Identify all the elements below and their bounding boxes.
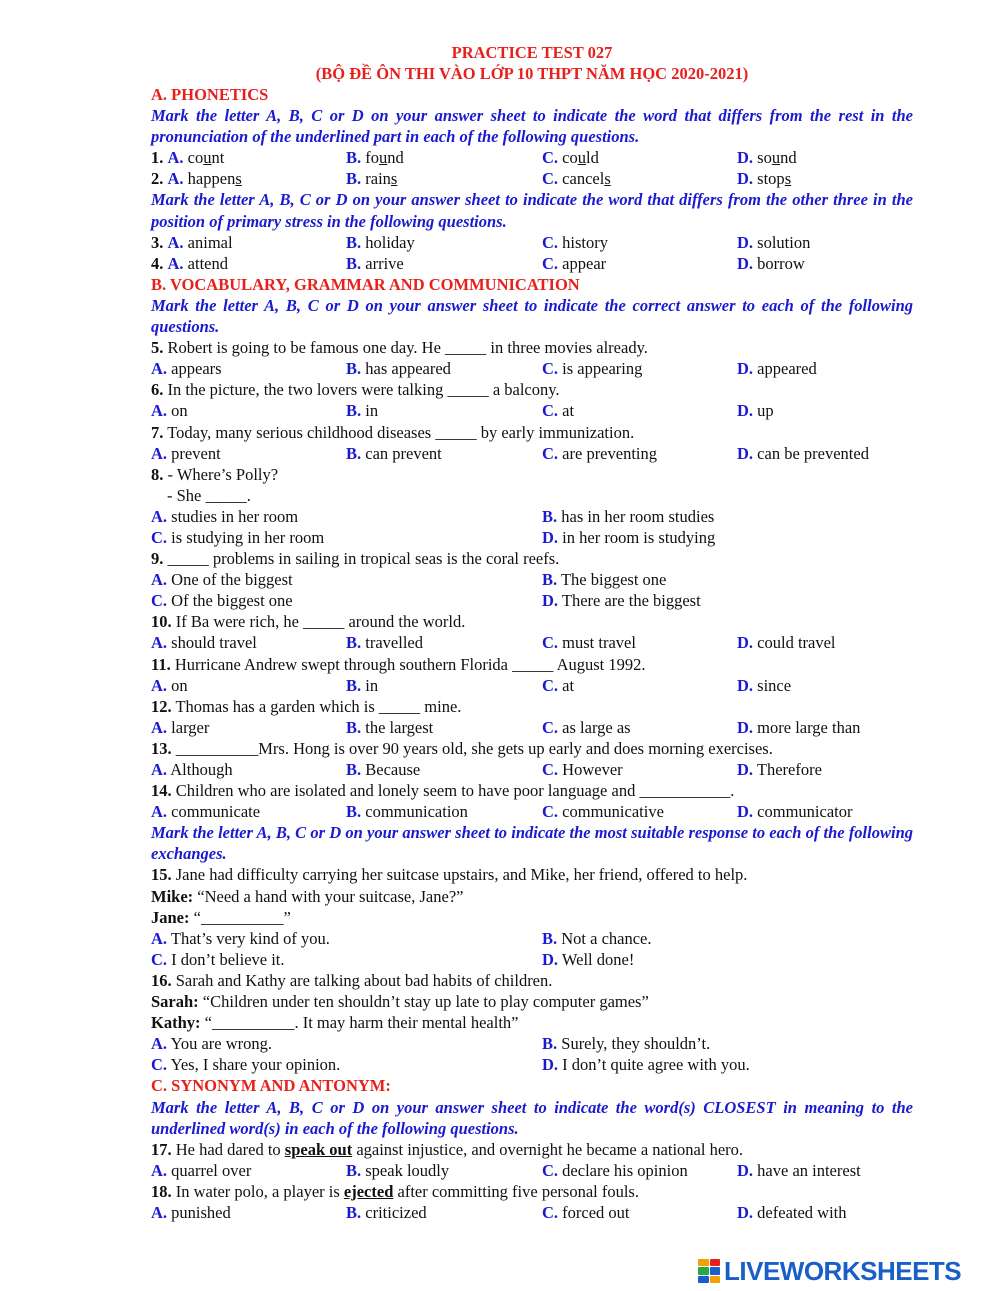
question-13-options [151,759,913,780]
question-8: 8. - Where’s Polly? [151,464,279,484]
option-d[interactable]: D. Therefore [737,760,822,779]
option-d[interactable]: D. up [737,401,774,421]
question-15-line-jane: Jane: “__________” [151,907,291,927]
option-d[interactable]: D. have an interest [737,1160,861,1180]
option-c[interactable]: C. appear [542,253,607,273]
option-b[interactable]: B. in [346,401,379,421]
option-c[interactable]: C. must travel [542,633,636,653]
option-a[interactable]: A. larger [151,717,210,737]
question-2-options [151,168,913,189]
option-b[interactable]: B. communication [346,802,468,822]
option-c[interactable]: C. is studying in her room [151,527,325,547]
section-c-title: C. SYNONYM AND ANTONYM: [151,1076,391,1096]
question-15-options-row2 [151,949,913,970]
option-b[interactable]: B. in [346,675,379,695]
section-c-instruction-1: Mark the letter A, B, C or D on your answer sheet to indicate the word(s) CLOSEST in meaning to the underlined word(s) in each of the following questions. [151,1097,913,1138]
option-d[interactable]: D. borrow [737,253,805,273]
question-18-options [151,1202,913,1223]
option-d[interactable]: D. solution [737,232,811,252]
option-a[interactable]: A. on [151,401,188,421]
option-d[interactable]: D. sound [737,148,797,168]
test-subtitle: (BỘ ĐỀ ÔN THI VÀO LỚP 10 THPT NĂM HỌC 2020-2021) [315,64,749,83]
option-c[interactable]: C. However [542,760,623,779]
option-a[interactable]: A. One of the biggest [151,570,293,590]
option-d[interactable]: D. in her room is studying [542,527,716,547]
question-3-options [151,232,913,253]
option-b[interactable]: B. travelled [346,633,423,653]
test-title: PRACTICE TEST 027 [451,43,613,62]
option-a[interactable]: A. punished [151,1202,231,1222]
option-b[interactable]: B. holiday [346,232,415,252]
option-b[interactable]: B. found [346,148,404,168]
question-16-line-sarah: Sarah: “Children under ten shouldn’t stay up late to play computer games” [151,992,649,1012]
question-12-options [151,717,913,738]
question-17-options [151,1160,913,1181]
option-b[interactable]: B. has appeared [346,359,451,379]
question-15: 15. Jane had difficulty carrying her suitcase upstairs, and Mike, her friend, offered to help. [151,865,748,885]
option-a[interactable]: 1. A. count [151,148,225,168]
option-d[interactable]: D. communicator [737,802,853,822]
question-11-options [151,675,913,696]
option-a[interactable]: A. You are wrong. [151,1034,273,1054]
question-15-options-row1 [151,928,913,949]
question-1-options [151,147,913,168]
option-b[interactable]: B. has in her room studies [542,506,715,526]
option-d[interactable]: D. since [737,675,792,695]
option-c[interactable]: C. as large as [542,717,631,737]
section-a-instruction-2: Mark the letter A, B, C or D on your answer sheet to indicate the word that differs from the other three in the position of primary stress in the following questions. [151,190,913,231]
option-a[interactable]: A. studies in her room [151,506,299,526]
option-a[interactable]: A. prevent [151,443,221,463]
option-c[interactable]: C. forced out [542,1202,630,1222]
liveworksheets-logo-icon [698,1259,720,1283]
option-a[interactable]: A. Although [151,760,233,779]
option-a[interactable]: A. should travel [151,633,257,653]
option-c[interactable]: C. cancels [542,169,611,189]
section-a-instruction-1: Mark the letter A, B, C or D on your answer sheet to indicate the word that differs from the rest in the pronunciation of the underlined part in each of the following questions. [151,106,913,147]
liveworksheets-logo[interactable] [698,1256,996,1286]
question-9-options-row1 [151,569,913,590]
option-a[interactable]: 4. A. attend [151,253,228,273]
question-16: 16. Sarah and Kathy are talking about bad habits of children. [151,970,553,990]
question-7: 7. Today, many serious childhood diseases _____ by early immunization. [151,422,635,442]
option-d[interactable]: D. can be prevented [737,443,869,463]
option-c[interactable]: C. are preventing [542,443,657,463]
option-c[interactable]: C. Of the biggest one [151,591,293,611]
question-5: 5. Robert is going to be famous one day. He _____ in three movies already. [151,338,648,358]
option-a[interactable]: A. appears [151,359,222,379]
option-c[interactable]: C. Yes, I share your opinion. [151,1055,341,1075]
option-b[interactable]: B. The biggest one [542,570,667,590]
question-16-line-kathy: Kathy: “__________. It may harm their mental health” [151,1013,519,1033]
option-a[interactable]: A. communicate [151,802,261,822]
question-9-options-row2 [151,590,913,611]
option-d[interactable]: D. There are the biggest [542,591,701,611]
question-18: 18. In water polo, a player is ejected after committing five personal fouls. [151,1181,639,1201]
option-d[interactable]: D. stops [737,169,792,189]
question-10-options [151,632,913,653]
question-6-options [151,400,913,421]
option-b[interactable]: B. rains [346,169,398,189]
question-8-reply: - She _____. [167,485,251,505]
question-7-options [151,443,913,464]
question-8-options-row1 [151,506,913,527]
option-d[interactable]: D. defeated with [737,1202,847,1222]
option-d[interactable]: D. more large than [737,717,861,737]
section-b-instruction-2: Mark the letter A, B, C or D on your answer sheet to indicate the most suitable response to each of the following exchanges. [151,823,913,864]
section-b-title: B. VOCABULARY, GRAMMAR AND COMMUNICATION [151,274,580,294]
option-c[interactable]: C. communicative [542,802,664,822]
option-b[interactable]: B. Surely, they shouldn’t. [542,1034,711,1054]
option-c[interactable]: C. I don’t believe it. [151,949,285,969]
option-b[interactable]: B. the largest [346,717,434,737]
option-a[interactable]: A. quarrel over [151,1160,252,1180]
question-5-options [151,358,913,379]
option-a[interactable]: 2. A. happens [151,169,242,189]
option-c[interactable]: C. declare his opinion [542,1160,688,1180]
option-b[interactable]: B. Because [346,760,421,779]
option-c[interactable]: C. could [542,148,599,168]
question-14-options [151,801,913,822]
question-16-options-row2 [151,1054,913,1075]
liveworksheets-brand: LIVEWORKSHEETS [724,1255,962,1286]
worksheet-page [151,42,913,1223]
question-4-options [151,253,913,274]
option-c[interactable]: C. history [542,232,609,252]
option-c[interactable]: C. at [542,675,575,695]
option-d[interactable]: D. Well done! [542,949,635,969]
question-11: 11. Hurricane Andrew swept through southern Florida _____ August 1992. [151,654,646,674]
option-d[interactable]: D. appeared [737,359,817,379]
option-b[interactable]: B. Not a chance. [542,928,652,948]
option-c[interactable]: C. is appearing [542,359,643,379]
option-d[interactable]: D. I don’t quite agree with you. [542,1055,750,1075]
option-b[interactable]: B. criticized [346,1202,427,1222]
section-b-instruction-1: Mark the letter A, B, C or D on your answer sheet to indicate the correct answer to each of the following questions. [151,295,913,337]
question-16-options-row1 [151,1033,913,1054]
option-b[interactable]: B. speak loudly [346,1160,450,1180]
question-10: 10. If Ba were rich, he _____ around the world. [151,612,466,632]
question-15-line-mike: Mike: “Need a hand with your suitcase, Jane?” [151,886,464,906]
option-b[interactable]: B. can prevent [346,443,442,463]
option-a[interactable]: A. on [151,675,188,695]
question-9: 9. _____ problems in sailing in tropical seas is the coral reefs. [151,549,560,569]
option-a[interactable]: A. That’s very kind of you. [151,928,330,948]
option-d[interactable]: D. could travel [737,633,836,653]
question-12: 12. Thomas has a garden which is _____ mine. [151,696,462,716]
section-a-title: A. PHONETICS [151,85,269,104]
question-8-options-row2 [151,527,913,548]
question-14: 14. Children who are isolated and lonely seem to have poor language and ___________. [151,781,735,801]
question-6: 6. In the picture, the two lovers were talking _____ a balcony. [151,380,560,400]
question-13: 13. __________Mrs. Hong is over 90 years old, she gets up early and does morning exercises. [151,738,773,758]
option-a[interactable]: 3. A. animal [151,232,233,252]
option-b[interactable]: B. arrive [346,253,404,273]
option-c[interactable]: C. at [542,401,575,421]
question-17: 17. He had dared to speak out against injustice, and overnight he became a national hero. [151,1139,744,1159]
